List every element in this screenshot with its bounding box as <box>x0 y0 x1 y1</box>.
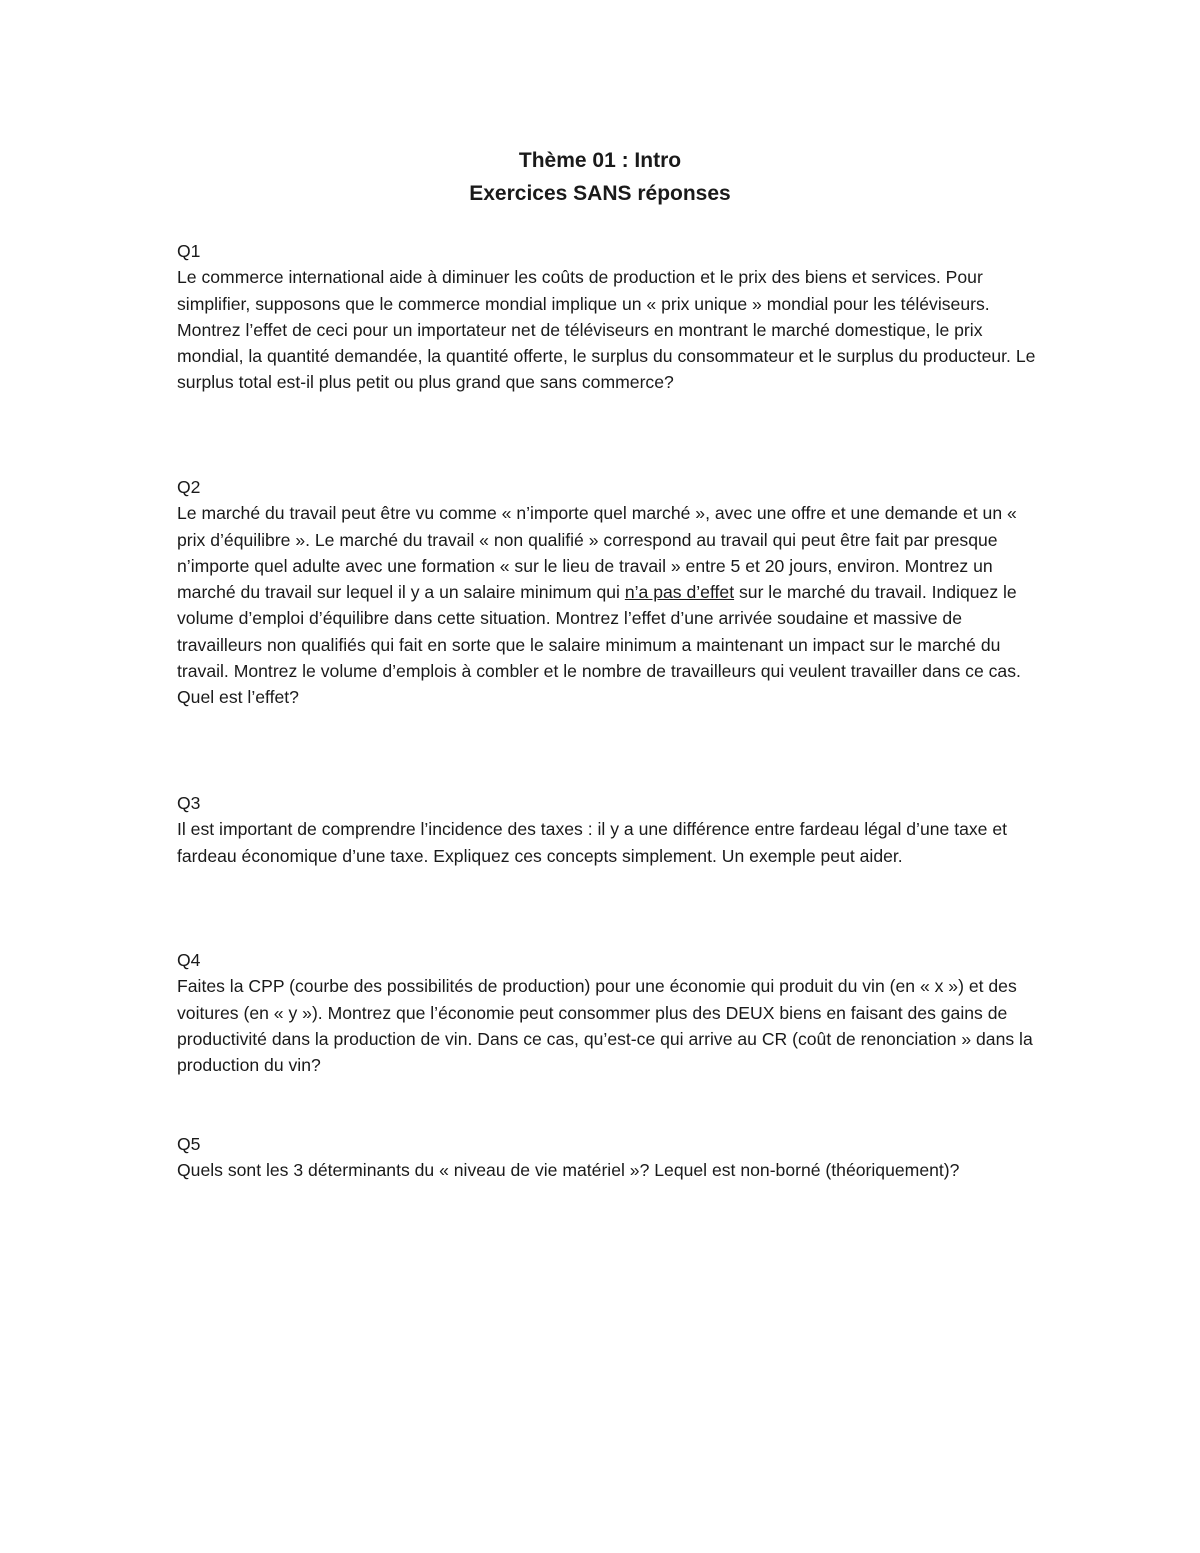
question-1 <box>177 238 1037 396</box>
question-text-part-1: Le marché du travail peut être vu comme « n’importe quel marché », avec une offre et une demande et un « prix d’équilibre ». Le marché du travail « non qualifié » correspond au travail qui peut être fait par presque n’importe quel adulte avec une formation « sur le lieu de travail » entre 5 et 20 jours, environ. Montrez un marché du travail sur lequel il y a un salaire minimum qui <box>177 503 1017 603</box>
title-line-2: Exercices SANS réponses <box>469 182 731 205</box>
question-text: Faites la CPP (courbe des possibilités de production) pour une économie qui produit du vin (en « x ») et des voitures (en « y »). Montrez que l’économie peut consommer plus des DEUX biens en faisant des gains de productivité dans la production de vin. Dans ce cas, qu’est-ce qui arrive au CR (coût de renonciation » dans la production du vin? <box>177 976 1033 1076</box>
question-label: Q3 <box>177 793 201 813</box>
question-label: Q1 <box>177 241 201 261</box>
question-text: Le commerce international aide à diminuer les coûts de production et le prix des biens et services. Pour simplifier, supposons que le commerce mondial implique un « prix unique » mondial pour les téléviseurs. Montrez l’effet de ceci pour un importateur net de téléviseurs en montrant le marché domestique, le prix mondial, la quantité demandée, la quantité offerte, le surplus du consommateur et le surplus du producteur. Le surplus total est-il plus petit ou plus grand que sans commerce? <box>177 267 1036 393</box>
question-text <box>177 500 1037 710</box>
question-3 <box>177 790 1037 869</box>
question-label: Q2 <box>177 477 201 497</box>
title-line-1: Thème 01 : Intro <box>518 149 682 172</box>
question-text-part-2: sur le marché du travail. Indiquez le volume d’emploi d’équilibre dans cette situation. Montrez l’effet d’une arrivée soudaine et massive de travailleurs non qualifiés qui fait en sorte que le salaire minimum a maintenant un impact sur le marché du travail. Montrez le volume d’emplois à combler et le nombre de travailleurs qui veulent travailler dans ce cas. Quel est l’effet? <box>177 582 1021 708</box>
question-5 <box>177 1131 1037 1184</box>
underlined-phrase: n’a pas d’effet <box>624 582 735 603</box>
document-title <box>0 144 1200 210</box>
question-text: Il est important de comprendre l’incidence des taxes : il y a une différence entre fardeau légal d’une taxe et fardeau économique d’une taxe. Expliquez ces concepts simplement. Un exemple peut aider. <box>177 819 1008 866</box>
question-4 <box>177 947 1037 1078</box>
question-label: Q4 <box>177 950 201 970</box>
question-text: Quels sont les 3 déterminants du « niveau de vie matériel »? Lequel est non-borné (théoriquement)? <box>177 1160 960 1181</box>
question-2 <box>177 474 1037 711</box>
question-label: Q5 <box>177 1134 201 1154</box>
